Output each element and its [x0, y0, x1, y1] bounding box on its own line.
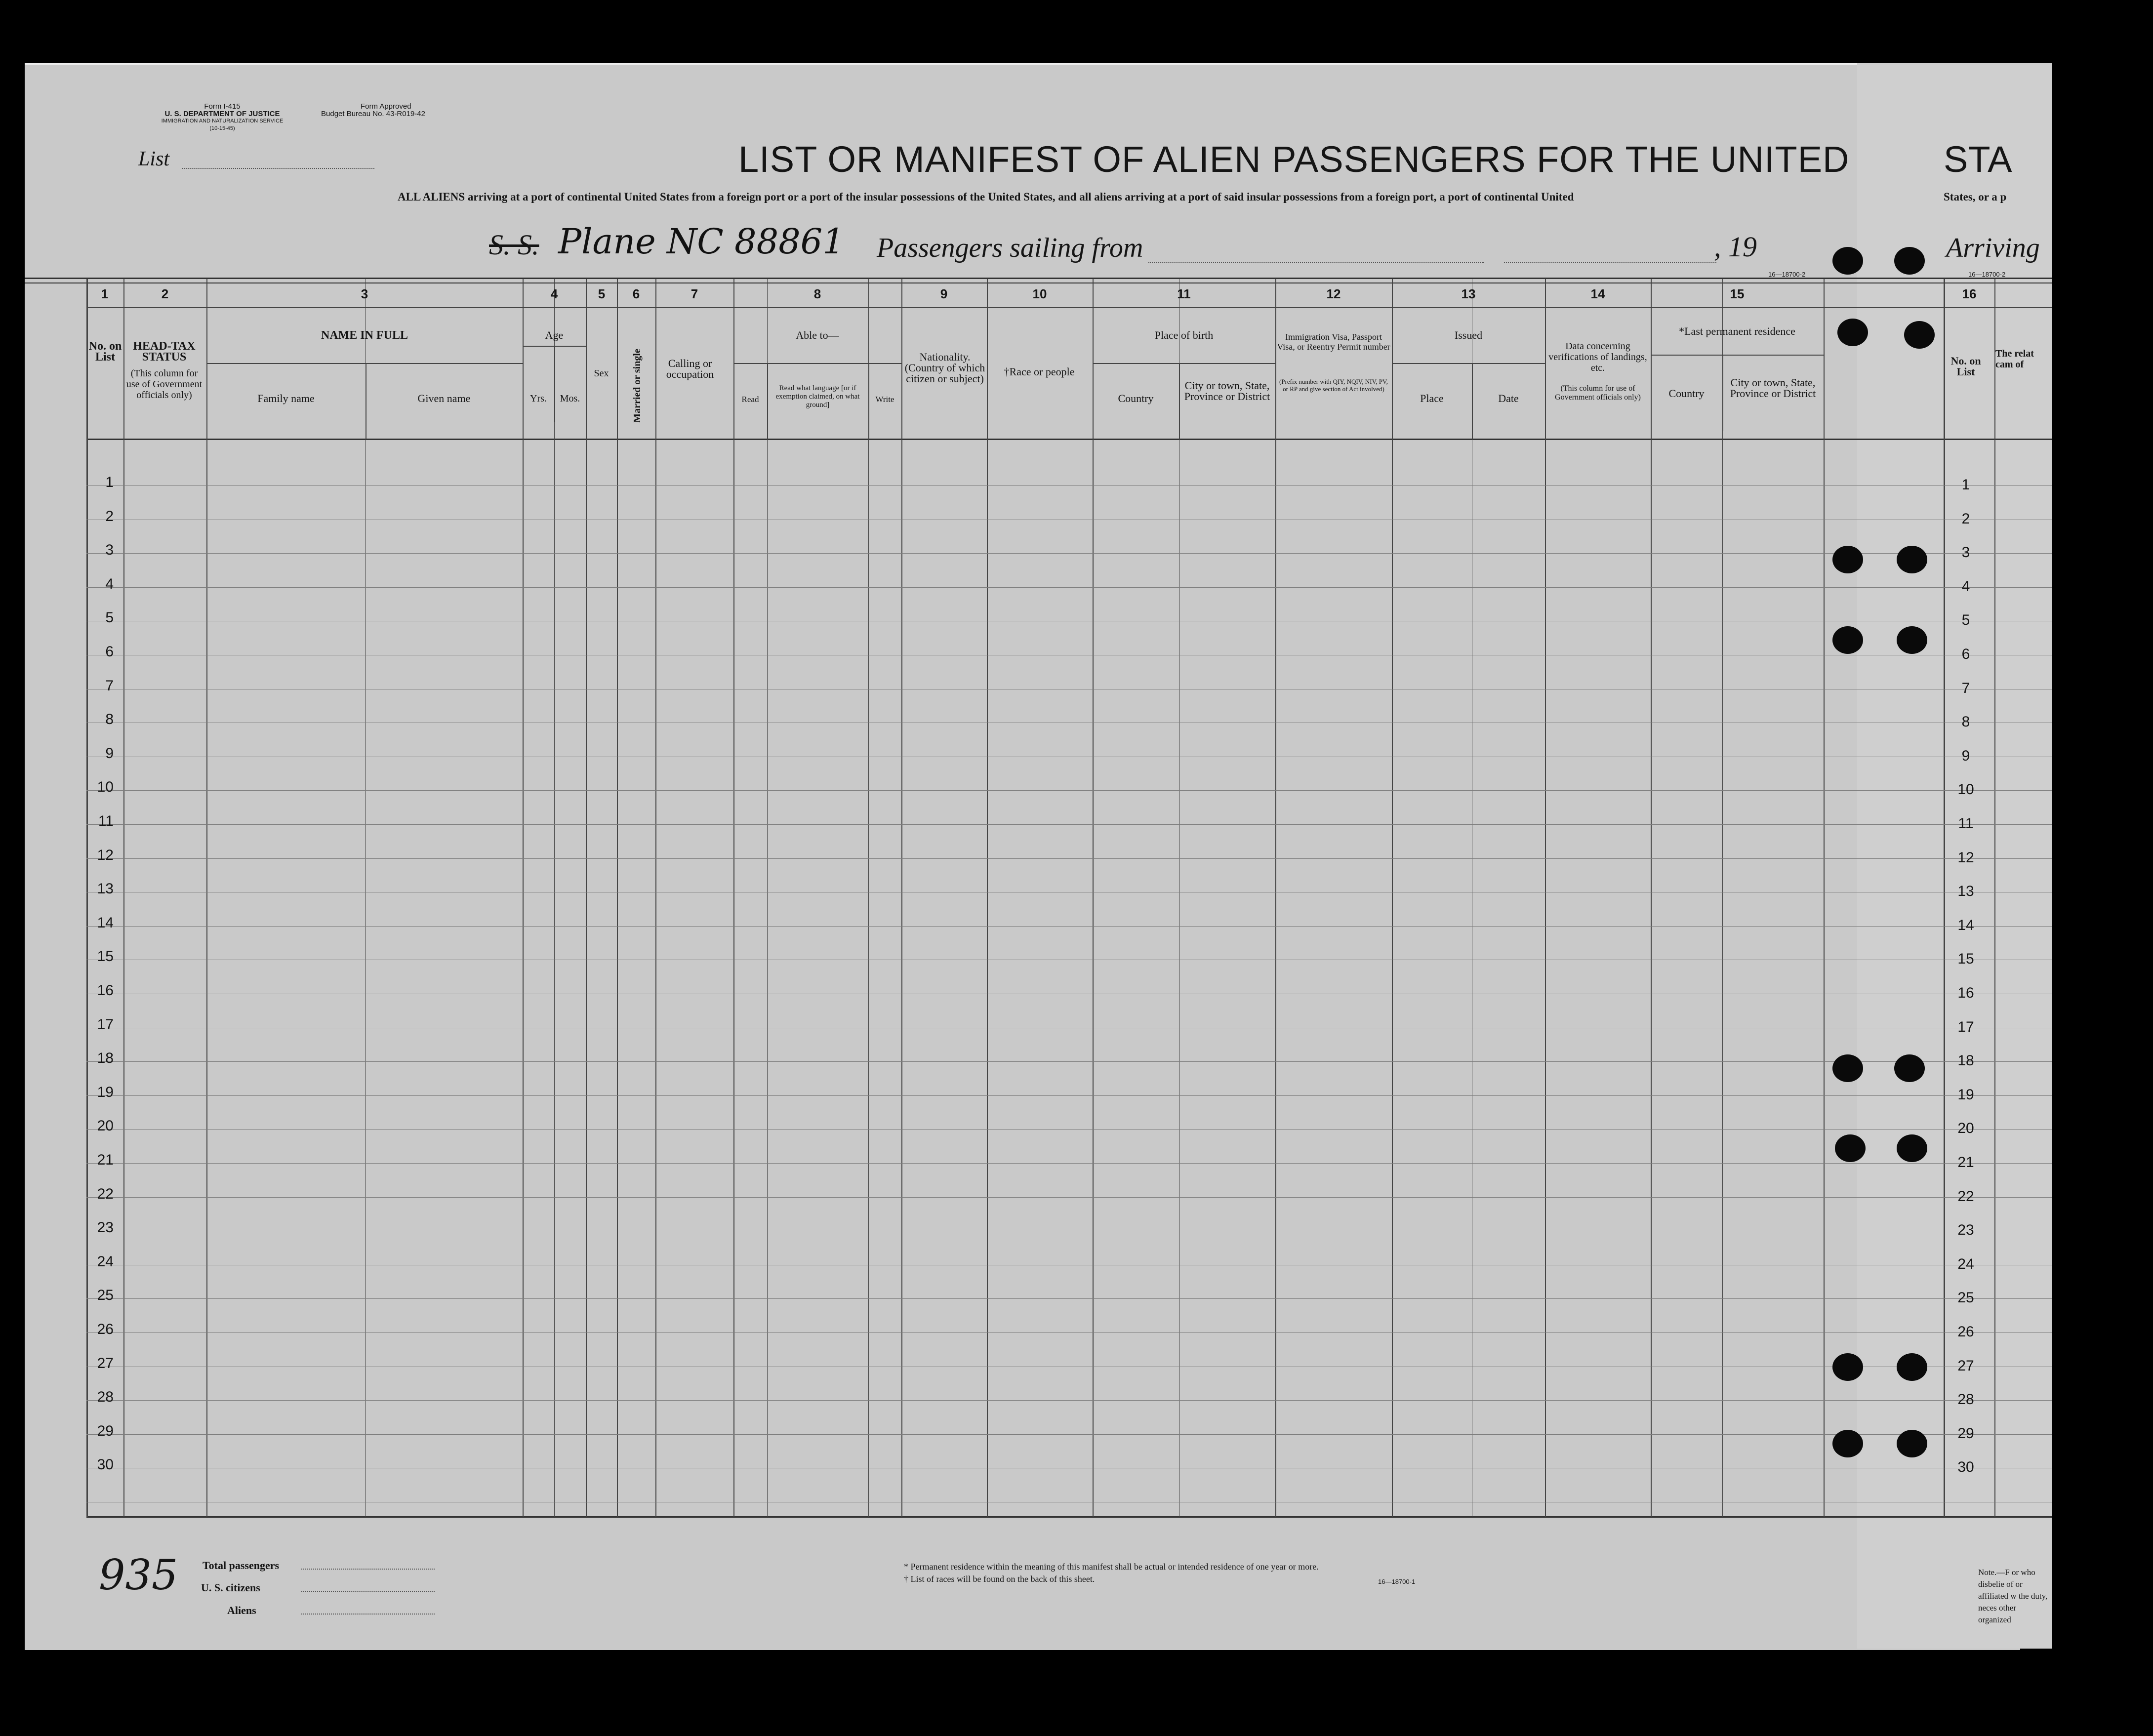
place-of-birth-header: Place of birth — [1154, 329, 1214, 341]
punch-hole — [1832, 626, 1863, 654]
head-tax-note: (This column for use of Government officials only) — [126, 368, 203, 401]
birth-city-header: City or town, State, Province or District — [1184, 379, 1270, 403]
column-number: 7 — [691, 286, 698, 301]
column-line — [586, 279, 587, 1517]
handwritten-vessel: Plane NC 88861 — [558, 221, 845, 262]
row-number-right: 22 — [1957, 1188, 1974, 1205]
row-number-left: 7 — [105, 677, 114, 694]
row-number-left: 8 — [105, 711, 114, 728]
column-number: 6 — [632, 286, 640, 301]
row-number-right: 1 — [1961, 477, 1970, 493]
row-number-right: 25 — [1957, 1290, 1974, 1306]
column-line — [767, 279, 768, 1517]
row-number-left: 29 — [97, 1422, 114, 1439]
column-number: 4 — [550, 286, 558, 301]
row-number-left: 24 — [97, 1253, 114, 1270]
column-number: 13 — [1461, 286, 1476, 301]
column-line — [1944, 279, 1945, 1517]
row-rule — [86, 485, 2052, 486]
row-number-left: 17 — [97, 1016, 114, 1033]
footnote-races: † List of races will be found on the back of this sheet. — [904, 1574, 1095, 1584]
issued-date-header: Date — [1498, 392, 1519, 404]
row-number-left: 18 — [97, 1050, 114, 1067]
punch-hole — [1897, 1353, 1927, 1381]
header-bottom-rule — [86, 439, 2052, 440]
name-in-full-header: NAME IN FULL — [321, 329, 408, 342]
no-on-list-header: No. on List — [88, 340, 122, 363]
row-number-left: 13 — [97, 881, 114, 897]
punch-hole — [1835, 1134, 1866, 1162]
row-number-right: 15 — [1957, 951, 1974, 968]
column-line — [1392, 279, 1393, 1517]
column-number: 12 — [1326, 286, 1341, 301]
able-subrule — [733, 363, 901, 364]
residence-subrule — [1651, 355, 1824, 356]
row-rule — [86, 1400, 2052, 1401]
row-rule — [86, 1061, 2052, 1062]
row-rule — [86, 553, 2052, 554]
row-number-right: 26 — [1957, 1324, 1974, 1340]
column-line — [617, 279, 618, 1517]
row-number-left: 14 — [97, 914, 114, 931]
row-number-right: 30 — [1957, 1459, 1974, 1476]
punch-hole — [1904, 321, 1935, 349]
row-number-right: 29 — [1957, 1425, 1974, 1442]
row-rule — [86, 1434, 2052, 1435]
issued-place-header: Place — [1420, 392, 1444, 404]
row-number-right: 19 — [1957, 1086, 1974, 1103]
column-line — [868, 279, 869, 1517]
column-line — [1275, 279, 1276, 1517]
row-rule — [86, 1129, 2052, 1130]
row-number-right: 12 — [1957, 849, 1974, 866]
given-name-header: Given name — [417, 392, 471, 404]
row-number-left: 25 — [97, 1287, 114, 1304]
column-number: 3 — [361, 286, 368, 301]
aliens-label: Aliens — [227, 1604, 256, 1616]
row-number-right: 16 — [1957, 985, 1974, 1001]
column-line — [1722, 279, 1723, 1517]
print-code-top-right: 16—18700-2 — [1968, 271, 2006, 278]
visa-header: Immigration Visa, Passport Visa, or Reentry Permit number — [1277, 332, 1390, 352]
row-number-right: 4 — [1961, 578, 1970, 595]
column-line — [523, 279, 524, 1517]
last-residence-header: *Last permanent residence — [1679, 325, 1795, 337]
residence-country-header: Country — [1668, 387, 1705, 400]
row-number-right: 2 — [1961, 510, 1970, 527]
row-number-right: 20 — [1957, 1120, 1974, 1137]
row-number-right: 14 — [1957, 917, 1974, 933]
column-number: 5 — [598, 286, 606, 301]
data-concerning-note: (This column for use of Government officials only) — [1555, 384, 1641, 402]
column-17-partial-header: The relat cam of — [1995, 348, 2034, 370]
row-rule — [86, 858, 2052, 859]
column-number: 15 — [1730, 286, 1745, 301]
row-rule — [86, 1298, 2052, 1299]
row-rule — [86, 1197, 2052, 1198]
sailing-from-line — [1148, 262, 1484, 263]
age-header: Age — [545, 329, 564, 341]
row-number-left: 9 — [105, 745, 114, 762]
row-number-right: 27 — [1957, 1357, 1974, 1374]
issued-subrule — [1392, 363, 1545, 364]
row-number-left: 28 — [97, 1389, 114, 1406]
row-number-right: 23 — [1957, 1222, 1974, 1239]
row-number-left: 26 — [97, 1321, 114, 1337]
row-rule — [86, 587, 2052, 588]
punch-hole — [1897, 626, 1927, 654]
print-code-bottom: 16—18700-1 — [1378, 1578, 1416, 1585]
row-number-right: 6 — [1961, 646, 1970, 662]
column-number: 11 — [1177, 286, 1191, 301]
residence-city-header: City or town, State, Province or District — [1730, 376, 1816, 400]
us-citizens-label: U. S. citizens — [201, 1581, 260, 1594]
data-concerning-header: Data concerning verifications of landings, etc. — [1548, 341, 1647, 373]
row-number-right: 10 — [1957, 781, 1974, 798]
service-name: IMMIGRATION AND NATURALIZATION SERVICE — [161, 118, 284, 124]
column-line — [1994, 279, 1995, 1517]
total-passengers-line — [301, 1569, 435, 1570]
print-code-top: 16—18700-2 — [1768, 271, 1806, 278]
punch-hole — [1832, 247, 1863, 275]
birth-subrule — [1093, 363, 1275, 364]
aliens-line — [301, 1614, 435, 1615]
row-number-left: 21 — [97, 1152, 114, 1168]
us-citizens-line — [301, 1591, 435, 1592]
row-number-left: 2 — [105, 508, 114, 525]
column-number: 1 — [101, 286, 109, 301]
punch-hole — [1894, 1054, 1925, 1082]
handwritten-count: 935 — [99, 1551, 178, 1599]
column-line — [1093, 279, 1094, 1517]
column-line — [206, 279, 207, 1517]
row-number-right: 3 — [1961, 544, 1970, 561]
column-number: 2 — [161, 286, 169, 301]
married-header: Married or single — [632, 349, 643, 423]
column-line — [733, 279, 734, 1517]
row-number-left: 11 — [98, 813, 114, 829]
row-number-left: 1 — [105, 474, 114, 490]
read-header: Read — [741, 395, 759, 404]
column-line — [1545, 279, 1546, 1517]
table-bottom-rule — [86, 1516, 2052, 1518]
punch-hole — [1897, 1134, 1927, 1162]
row-number-right: 21 — [1957, 1154, 1974, 1171]
column-line — [655, 279, 656, 1517]
row-number-left: 4 — [105, 575, 114, 592]
column-number: 9 — [940, 286, 948, 301]
punch-hole — [1897, 546, 1927, 573]
punch-hole — [1894, 247, 1925, 275]
row-number-left: 12 — [97, 847, 114, 863]
row-rule — [86, 1163, 2052, 1164]
column-line — [1651, 279, 1652, 1517]
family-name-header: Family name — [257, 392, 315, 404]
department-name: U. S. DEPARTMENT OF JUSTICE — [164, 110, 280, 118]
row-number-right: 18 — [1957, 1052, 1974, 1069]
years-header: Yrs. — [530, 393, 547, 404]
row-number-right: 11 — [1958, 815, 1974, 832]
column-line — [987, 279, 988, 1517]
row-rule — [86, 1095, 2052, 1096]
row-number-right: 8 — [1961, 714, 1970, 730]
row-number-right: 5 — [1961, 612, 1970, 629]
arriving-label: Arriving — [1946, 233, 2040, 263]
row-number-left: 22 — [97, 1185, 114, 1202]
column-number: 14 — [1590, 286, 1605, 301]
list-label: List — [138, 148, 170, 170]
no-on-list-right-header: No. on List — [1950, 355, 1981, 378]
nationality-header: Nationality. (Country of which citizen or subject) — [904, 351, 985, 385]
form-approved: Form Approved — [361, 102, 411, 111]
subcolumn-line — [554, 346, 555, 422]
sex-header: Sex — [594, 368, 609, 379]
row-number-left: 23 — [97, 1219, 114, 1236]
manifest-subtitle-continued: States, or a p — [1944, 191, 2007, 203]
row-number-left: 15 — [97, 948, 114, 965]
sailing-from-label: Passengers sailing from — [877, 233, 1143, 263]
column-line — [901, 279, 902, 1517]
write-header: Write — [875, 395, 894, 404]
row-number-left: 30 — [97, 1456, 114, 1473]
year-label: , 19 — [1714, 231, 1757, 263]
birth-country-header: Country — [1118, 392, 1154, 404]
row-number-right: 9 — [1961, 747, 1970, 764]
list-field-line — [182, 168, 374, 169]
punch-hole — [1832, 1430, 1863, 1457]
table-top-rule — [25, 278, 2052, 279]
row-number-right: 28 — [1957, 1391, 1974, 1408]
manifest-subtitle: ALL ALIENS arriving at a port of continental United States from a foreign port or a port of the insular possessions of the United States, and all aliens arriving at a port of said insular possessions from a foreign port, a port of continental United — [398, 191, 1574, 203]
manifest-title: LIST OR MANIFEST OF ALIEN PASSENGERS FOR THE UNITED — [738, 139, 1850, 180]
issued-header: Issued — [1454, 329, 1483, 341]
calling-header: Calling or occupation — [666, 357, 714, 380]
able-to-header: Able to— — [796, 329, 839, 341]
read-language-header: Read what language [or if exemption claimed, on what ground] — [775, 384, 860, 409]
column-number-rule — [86, 307, 2052, 308]
race-header: †Race or people — [1004, 365, 1075, 378]
total-passengers-label: Total passengers — [203, 1559, 280, 1572]
form-header-block — [148, 103, 296, 132]
row-number-right: 17 — [1957, 1018, 1974, 1035]
right-note-partial: Note.—F or who disbelie of or affiliated w the duty, neces other organized — [1978, 1568, 2048, 1624]
row-number-left: 5 — [105, 609, 114, 626]
row-number-left: 19 — [97, 1084, 114, 1100]
punch-hole — [1837, 319, 1868, 346]
scan-black-edge — [2052, 0, 2153, 1736]
date-line — [1504, 262, 1716, 263]
column-line — [554, 279, 555, 1517]
row-rule — [86, 1332, 2052, 1333]
head-tax-header: HEAD-TAX STATUS — [133, 340, 196, 363]
row-number-left: 6 — [105, 644, 114, 660]
row-number-left: 20 — [97, 1118, 114, 1134]
row-rule — [86, 926, 2052, 927]
form-edition: (10-15-45) — [209, 125, 235, 131]
manifest-title-continued: STA — [1944, 139, 2012, 180]
column-line — [123, 279, 124, 1517]
row-number-left: 3 — [105, 542, 114, 559]
column-line — [1824, 279, 1825, 1517]
punch-hole — [1897, 1430, 1927, 1457]
visa-note: (Prefix number with QIY, NQIV, NIV, PV, or RP and give section of Act involved) — [1279, 378, 1388, 393]
row-number-right: 7 — [1961, 680, 1970, 696]
row-number-left: 10 — [97, 779, 114, 796]
column-number: 16 — [1962, 286, 1977, 301]
form-number: Form I-415 — [204, 102, 241, 111]
ss-label: S. S. — [489, 229, 539, 261]
column-number: 10 — [1032, 286, 1047, 301]
punch-hole — [1832, 1054, 1863, 1082]
row-number-right: 13 — [1957, 883, 1974, 900]
row-number-left: 16 — [97, 982, 114, 999]
row-number-left: 27 — [97, 1355, 114, 1372]
row-number-right: 24 — [1957, 1255, 1974, 1272]
punch-hole — [1832, 546, 1863, 573]
budget-bureau: Budget Bureau No. 43-R019-42 — [321, 110, 425, 118]
row-rule — [86, 824, 2052, 825]
row-rule — [86, 790, 2052, 791]
punch-hole — [1832, 1353, 1863, 1381]
column-number: 8 — [813, 286, 821, 301]
name-subrule — [206, 363, 523, 364]
months-header: Mos. — [560, 393, 580, 404]
footnote-residence: * Permanent residence within the meaning of this manifest shall be actual or intended residence of one year or more. — [904, 1562, 1319, 1572]
approval-block — [321, 103, 425, 118]
